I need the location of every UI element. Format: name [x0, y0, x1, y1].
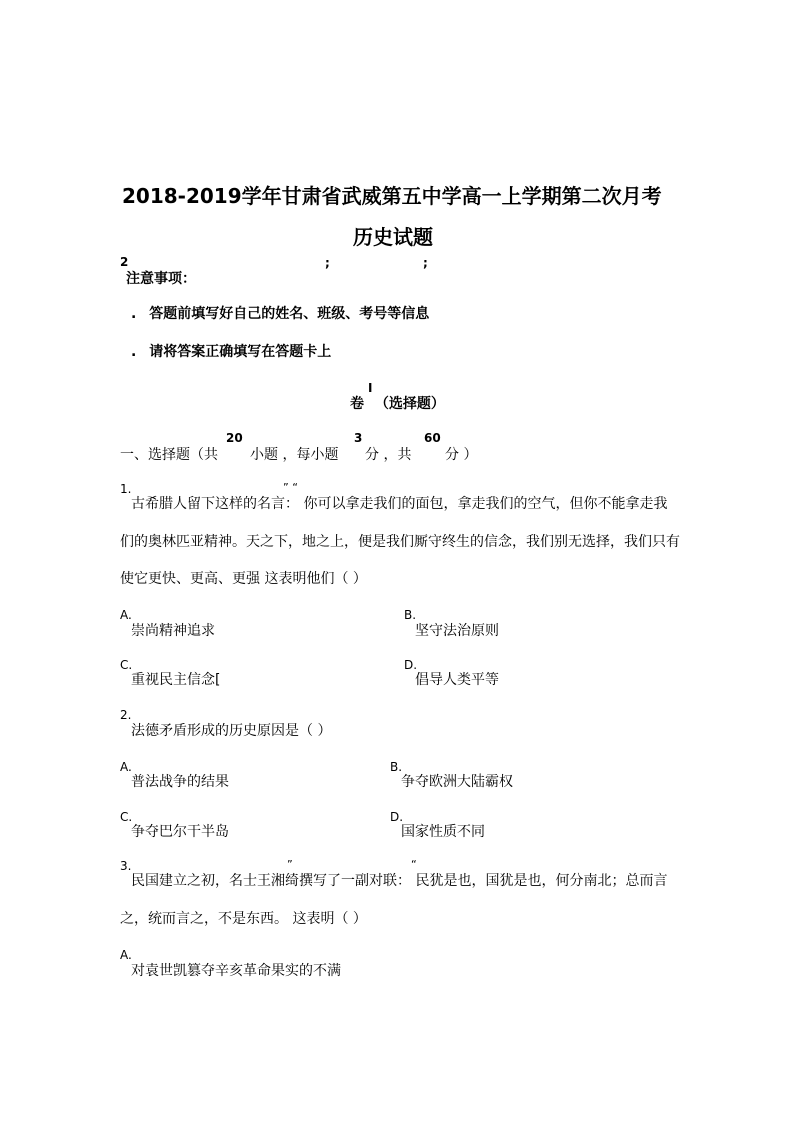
bullet: .: [131, 344, 137, 360]
option-text: 重视民主信念[: [131, 672, 221, 688]
volume-number: I: [368, 381, 373, 395]
option-text: 对袁世凯篡夺辛亥革命果实的不满: [131, 963, 341, 979]
quote-marks: ” “: [283, 481, 298, 494]
question-number: 1.: [120, 482, 132, 496]
points-total: 60: [424, 431, 441, 445]
option-letter: A.: [120, 608, 132, 622]
question-text-line: 民国建立之初，名士王湘绮撰写了一副对联： 民犹是也，国犹是也，何分南北；总而言: [131, 873, 668, 889]
question-number: 2.: [120, 708, 132, 722]
option-letter: C.: [120, 810, 133, 824]
option-letter: A.: [120, 948, 132, 962]
option-text: 坚守法治原则: [415, 623, 499, 639]
question-text-line: 们的奥林匹亚精神。天之下，地之上，便是我们厮守终生的信念，我们别无选择，我们只有: [120, 534, 680, 550]
option-letter: D.: [390, 810, 404, 824]
question-number: 3.: [120, 859, 132, 873]
option-letter: B.: [404, 608, 417, 622]
notice-item: [131, 303, 429, 323]
notice-heading: 注意事项：: [126, 271, 196, 287]
volume-label: [350, 393, 445, 413]
notice-item-text: 请将答案正确填写在答题卡上: [149, 344, 332, 360]
question-text-line: 古希腊人留下这样的名言： 你可以拿走我们的面包，拿走我们的空气，但你不能拿走我: [131, 496, 668, 512]
option-text: 倡导人类平等: [415, 672, 499, 688]
option-letter: C.: [120, 658, 133, 672]
option-text: 争夺巴尔干半岛: [131, 824, 229, 840]
question-text-line: 使它更快、更高、更强 这表明他们（ ）: [120, 571, 367, 587]
notice-item-text: 答题前填写好自己的姓名、班级、考号等信息: [149, 306, 430, 322]
bullet: .: [131, 306, 137, 322]
volume-type: （选择题）: [374, 396, 445, 412]
stray-mark: ;: [423, 256, 428, 270]
question-text-line: 法德矛盾形成的历史原因是（ ）: [131, 723, 332, 739]
stray-mark: ;: [325, 256, 330, 270]
points-each: 3: [354, 431, 363, 445]
option-text: 国家性质不同: [401, 824, 485, 840]
volume-word: 卷: [350, 396, 364, 412]
question-text-line: 之，统而言之，不是东西。 这表明（ ）: [120, 911, 367, 927]
option-text: 普法战争的结果: [131, 774, 229, 790]
exam-title-line2: 历史试题: [353, 225, 433, 249]
section-instruction-prefix: 一、选择题（共: [120, 447, 218, 463]
option-text: 争夺欧洲大陆霸权: [401, 774, 513, 790]
quote-mark: “: [411, 858, 417, 871]
option-text: 崇尚精神追求: [131, 623, 215, 639]
section-instruction-mid2: 分 ，共: [365, 447, 412, 463]
option-letter: D.: [404, 658, 418, 672]
option-letter: A.: [120, 760, 132, 774]
exam-title-line1: 2018-2019学年甘肃省武威第五中学高一上学期第二次月考: [122, 184, 662, 208]
option-letter: B.: [390, 760, 403, 774]
quote-mark: ”: [287, 858, 293, 871]
notice-item: [131, 341, 331, 361]
section-instruction-suffix: 分 ）: [445, 447, 478, 463]
stray-mark: 2: [120, 255, 129, 269]
section-instruction-mid: 小题 ，每小题: [250, 447, 339, 463]
question-count: 20: [226, 431, 243, 445]
